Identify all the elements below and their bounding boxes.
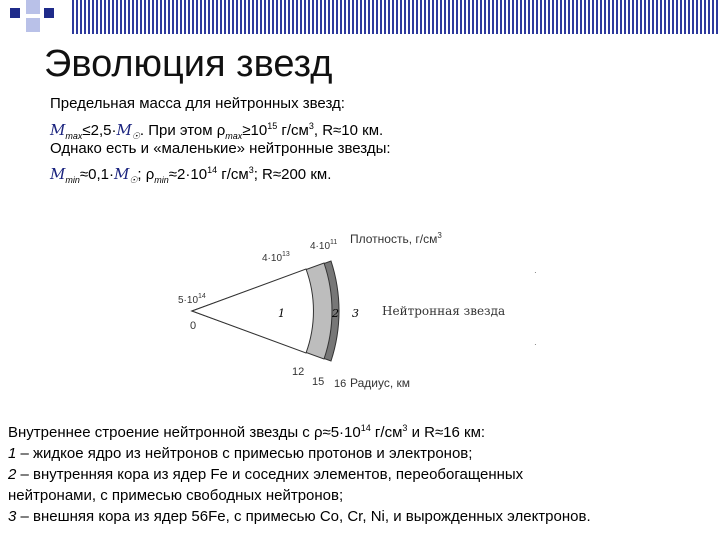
decor-square-dark <box>44 8 54 18</box>
zone-label-2: 2 <box>332 307 339 320</box>
radius-tick-12: 12 <box>292 366 305 378</box>
description-item-1: 1 – жидкое ядро из нейтронов с примесью протонов и электронов; <box>8 445 473 462</box>
density-axis-label: Плотность, $г/см^3$ <box>350 231 442 246</box>
radius-tick-16: 16 <box>334 378 347 390</box>
radius-axis-label: Радиус, км <box>350 376 411 390</box>
text-line-3: Однако есть и «маленькие» нейтронные звезды: <box>50 140 391 157</box>
decor-square-light <box>26 18 40 32</box>
structure-description <box>8 418 591 527</box>
slide-title: Эволюция звезд <box>44 43 333 85</box>
text-line-1: Предельная масса для нейтронных звезд: <box>50 95 345 112</box>
description-item-3: 3 – внешняя кора из ядер 56Fe, с примесью Co, Cr, Ni, и вырожденных электронов. <box>8 508 591 525</box>
density-tick-center: $5\cdot 10^{14}$ <box>178 293 206 306</box>
zone-label-1: 1 <box>278 307 285 320</box>
edge-mark: · <box>534 340 537 349</box>
mass-symbol: M <box>50 121 66 139</box>
core-zone <box>192 269 313 353</box>
description-item-2: 2 – внутренняя кора из ядер Fe и соседних элементов, переобогащенных <box>8 466 524 483</box>
text-line-4: $M_{min}\approx 0,1\cdot M_☉$; $\rho_{min}\approx 2\cdot 10^{14}$ $г/см^3$; R≈200 км. <box>50 165 332 185</box>
edge-mark: · <box>534 268 537 277</box>
mass-symbol: M <box>50 165 66 183</box>
sun-mass-symbol: M <box>116 121 132 139</box>
radius-tick-0: 0 <box>190 320 197 332</box>
neutron-star-label: Нейтронная звезда <box>382 304 506 318</box>
decor-square-dark <box>10 8 20 18</box>
radius-tick-15: 15 <box>312 376 325 388</box>
header-stripe-bar <box>72 0 720 34</box>
sun-mass-symbol: M <box>113 165 130 183</box>
neutron-star-structure-diagram <box>150 225 550 395</box>
text-line-2: $M_{max}\le 2,5\cdot M_☉$. При этом $\rho_{max}\ge 10^{15}$ $г/см^3$, R≈10 км. <box>50 121 384 141</box>
description-intro: Внутреннее строение нейтронной звезды с $\rho\approx 5\cdot 10^{14}$ $г/см^3$ и R≈16 км: <box>8 423 486 441</box>
description-item-2-cont: нейтронами, с примесью свободных нейтронов; <box>8 487 344 504</box>
density-tick-surface: $4\cdot 10^{11}$ <box>310 239 338 252</box>
decor-square-light <box>26 0 40 14</box>
density-tick-crust: $4\cdot 10^{13}$ <box>262 251 290 264</box>
zone-label-3: 3 <box>352 307 359 320</box>
